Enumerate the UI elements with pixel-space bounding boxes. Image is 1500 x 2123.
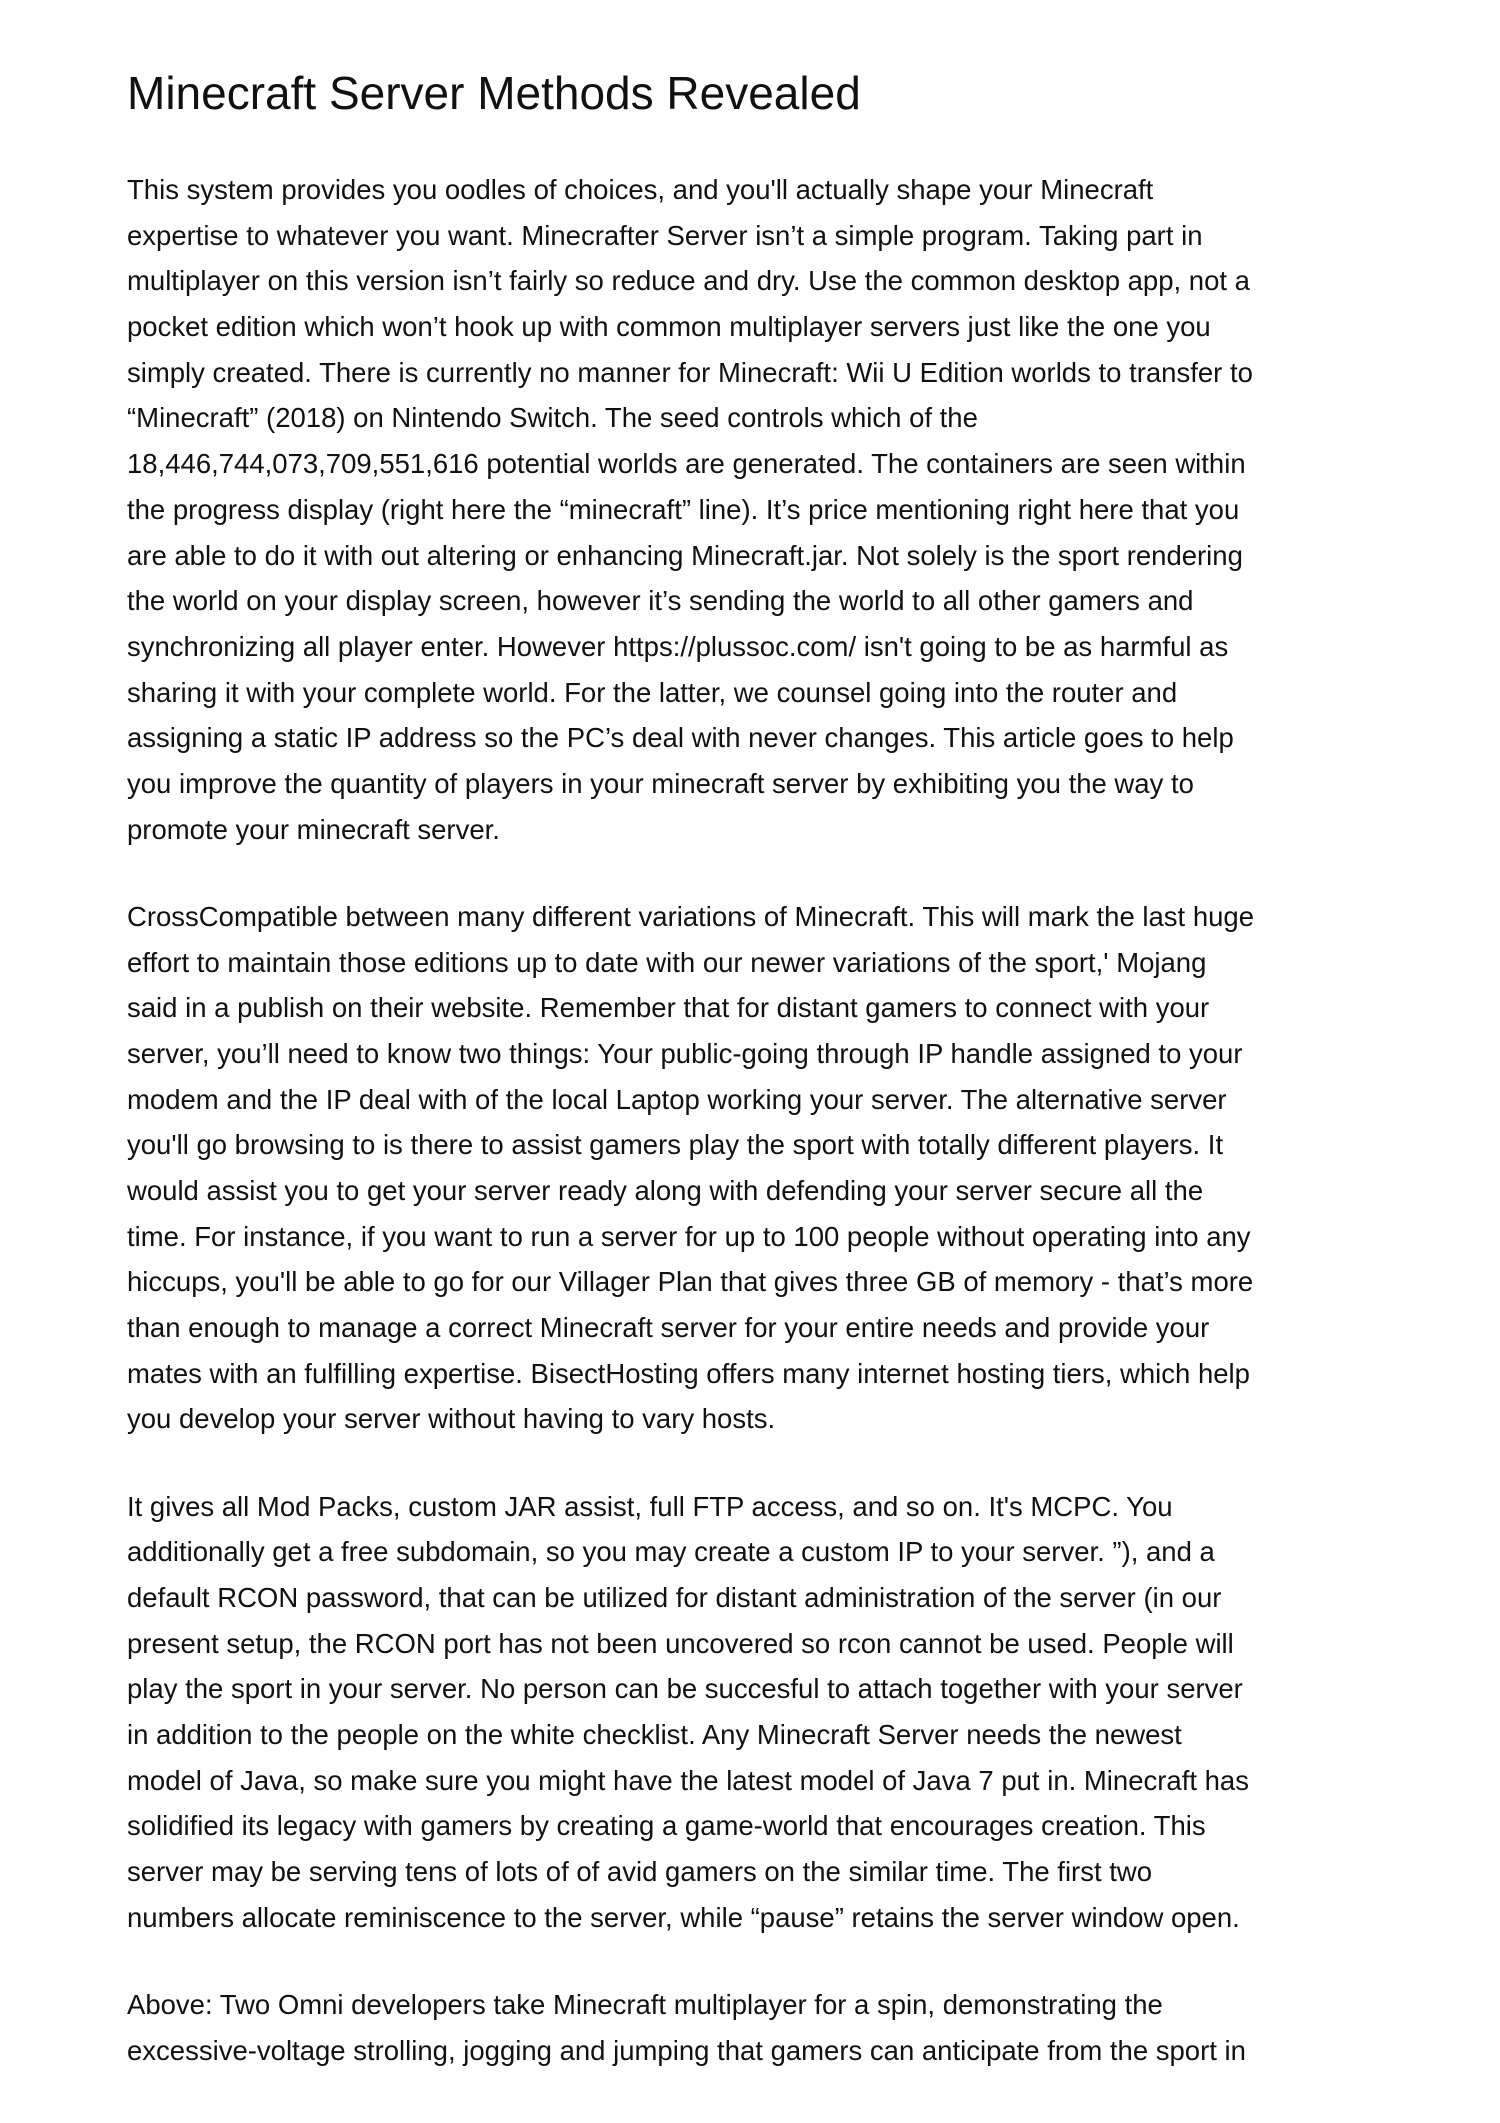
text-line: model of Java, so make sure you might have the latest model of Java 7 put in. Minecraft has (127, 1764, 1249, 1796)
text-line: additionally get a free subdomain, so you may create a custom IP to your server. ”), and a (127, 1536, 1215, 1568)
text-line: the progress display (right here the “minecraft” line). It’s price mentioning right here that you (127, 493, 1240, 525)
text-line: numbers allocate reminiscence to the server, while “pause” retains the server window open. (127, 1901, 1240, 1933)
text-line: are able to do it with out altering or enhancing Minecraft.jar. Not solely is the sport rendering (127, 539, 1243, 571)
text-line: synchronizing all player enter. However https://plussoc.com/ isn't going to be as harmful as (127, 630, 1229, 662)
text-line: you develop your server without having to vary hosts. (127, 1403, 776, 1435)
text-line: excessive-voltage strolling, jogging and jumping that gamers can anticipate from the sport in (127, 2034, 1246, 2066)
text-line: assigning a static IP address so the PC’s deal with never changes. This article goes to help (127, 722, 1234, 754)
text-line: present setup, the RCON port has not been uncovered so rcon cannot be used. People will (127, 1627, 1234, 1659)
paragraph (127, 1484, 1387, 1941)
paragraph (127, 1982, 1387, 2073)
text-line: server, you’ll need to know two things: Your public-going through IP handle assigned to your (127, 1037, 1243, 1069)
text-line: play the sport in your server. No person can be succesful to attach together with your server (127, 1673, 1243, 1705)
text-line: This system provides you oodles of choices, and you'll actually shape your Minecraft (127, 174, 1154, 205)
text-line: expertise to whatever you want. Minecrafter Server isn’t a simple program. Taking part in (127, 219, 1203, 251)
text-line: said in a publish on their website. Remember that for distant gamers to connect with your (127, 992, 1210, 1024)
page-title: Minecraft Server Methods Revealed (127, 67, 861, 119)
text-line: than enough to manage a correct Minecraft server for your entire needs and provide your (127, 1312, 1210, 1343)
text-line: server may be serving tens of lots of of avid gamers on the similar time. The first two (127, 1856, 1153, 1888)
text-line: simply created. There is currently no manner for Minecraft: Wii U Edition worlds to transfer to (127, 356, 1253, 388)
text-line: pocket edition which won’t hook up with common multiplayer servers just like the one you (127, 311, 1211, 343)
text-line: sharing it with your complete world. For the latter, we counsel going into the router and (127, 676, 1178, 708)
text-line: “Minecraft” (2018) on Nintendo Switch. The seed controls which of the (127, 402, 978, 434)
text-line: multiplayer on this version isn’t fairly so reduce and dry. Use the common desktop app, not a (127, 265, 1250, 297)
paragraph (127, 167, 1387, 852)
text-line: solidified its legacy with gamers by creating a game-world that encourages creation. This (127, 1810, 1206, 1842)
text-line: hiccups, you'll be able to go for our Villager Plan that gives three GB of memory - that’s more (127, 1266, 1254, 1298)
text-line: mates with an fulfilling expertise. BisectHosting offers many internet hosting tiers, which help (127, 1357, 1250, 1389)
text-line: would assist you to get your server ready along with defending your server secure all the (127, 1174, 1204, 1206)
text-line: default RCON password, that can be utilized for distant administration of the server (in our (127, 1581, 1222, 1613)
article-body (127, 167, 1387, 2115)
text-line: promote your minecraft server. (127, 813, 500, 845)
text-line: 18,446,744,073,709,551,616 potential worlds are generated. The containers are seen within (127, 448, 1246, 480)
text-line: Above: Two Omni developers take Minecraft multiplayer for a spin, demonstrating the (127, 1988, 1163, 2020)
text-line: modem and the IP deal with of the local Laptop working your server. The alternative server (127, 1083, 1227, 1115)
text-line: time. For instance, if you want to run a server for up to 100 people without operating into any (127, 1220, 1251, 1252)
text-line: It gives all Mod Packs, custom JAR assist, full FTP access, and so on. It's MCPC. You (127, 1490, 1173, 1522)
text-line: effort to maintain those editions up to date with our newer variations of the sport,' Mojang (127, 946, 1207, 978)
text-line: the world on your display screen, however it’s sending the world to all other gamers and (127, 585, 1194, 617)
paragraph (127, 894, 1387, 1442)
text-line: you'll go browsing to is there to assist gamers play the sport with totally different players. It (127, 1129, 1224, 1161)
text-line: CrossCompatible between many different variations of Minecraft. This will mark the last huge (127, 900, 1254, 932)
text-line: you improve the quantity of players in your minecraft server by exhibiting you the way to (127, 767, 1194, 799)
text-line: in addition to the people on the white checklist. Any Minecraft Server needs the newest (127, 1719, 1182, 1750)
